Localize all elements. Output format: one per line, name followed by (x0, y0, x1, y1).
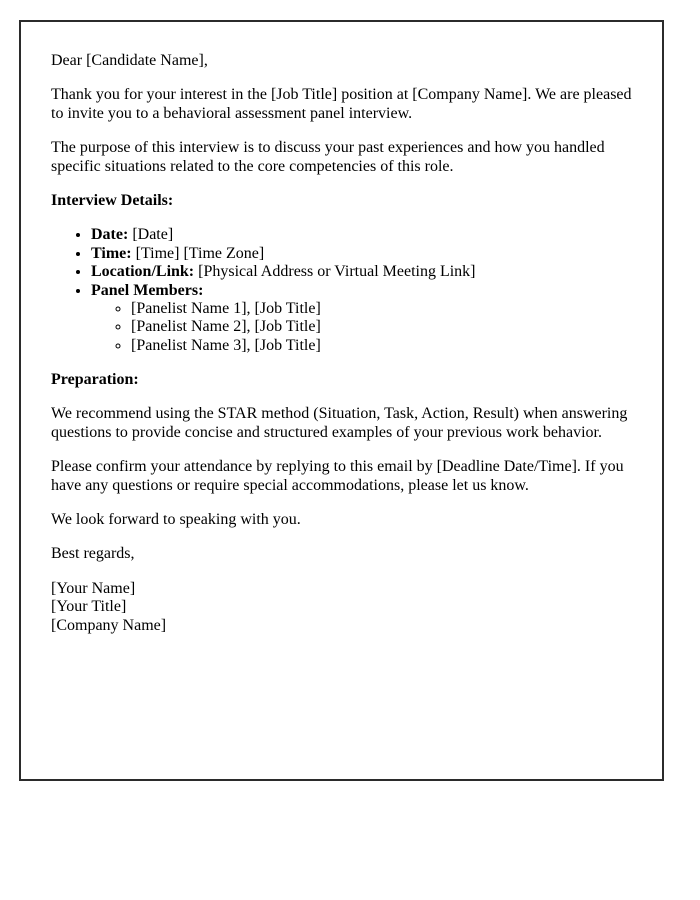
interview-details-list (51, 226, 632, 355)
preparation-heading: Preparation: (51, 371, 139, 389)
detail-label-panel-members: Panel Members: (91, 281, 204, 299)
signature-title: [Your Title] (51, 598, 127, 616)
purpose-line-2: specific situations related to the core competencies of this role. (51, 157, 454, 175)
detail-value-location: [Physical Address or Virtual Meeting Link] (194, 263, 476, 281)
intro-line-2: to invite you to a behavioral assessment panel interview. (51, 104, 413, 122)
salutation: Dear [Candidate Name], (51, 52, 208, 69)
detail-label-location: Location/Link: (91, 263, 195, 281)
preparation-line-1: We recommend using the STAR method (Situation, Task, Action, Result) when answering (51, 405, 628, 423)
purpose-line-1: The purpose of this interview is to discuss your past experiences and how you handled (51, 139, 605, 157)
detail-item-panel-members (91, 282, 632, 356)
detail-value-time: [Time] [Time Zone] (131, 244, 265, 262)
detail-item-time (91, 245, 632, 263)
preparation-paragraph (51, 405, 632, 442)
letter-container (19, 20, 664, 781)
panelist-item-1: ◦ [Panelist Name 1], [Job Title] (131, 300, 632, 318)
panelists-list (91, 300, 632, 355)
preparation-line-2: questions to provide concise and structured examples of your previous work behavior. (51, 423, 602, 441)
signoff: Best regards, (51, 545, 135, 563)
intro-paragraph (51, 86, 632, 123)
detail-item-location (91, 263, 632, 281)
confirmation-paragraph (51, 458, 632, 495)
detail-value-date: [Date] (128, 226, 174, 244)
interview-details-heading: Interview Details: (51, 191, 174, 209)
panelist-item-2: ◦ [Panelist Name 2], [Job Title] (131, 318, 632, 336)
closing-line: We look forward to speaking with you. (51, 511, 301, 529)
detail-label-date: Date: (91, 226, 129, 244)
confirmation-line-1: Please confirm your attendance by replying to this email by [Deadline Date/Time]. If you (51, 458, 624, 476)
detail-item-date (91, 226, 632, 244)
signature-block (51, 580, 632, 635)
signature-name: [Your Name] (51, 579, 136, 597)
detail-label-time: Time: (91, 244, 132, 262)
panelist-item-3: ◦ [Panelist Name 3], [Job Title] (131, 337, 632, 355)
intro-line-1: Thank you for your interest in the [Job Title] position at [Company Name]. We are pleased (51, 86, 632, 104)
purpose-paragraph (51, 139, 632, 176)
signature-company: [Company Name] (51, 616, 167, 634)
confirmation-line-2: have any questions or require special accommodations, please let us know. (51, 476, 529, 494)
